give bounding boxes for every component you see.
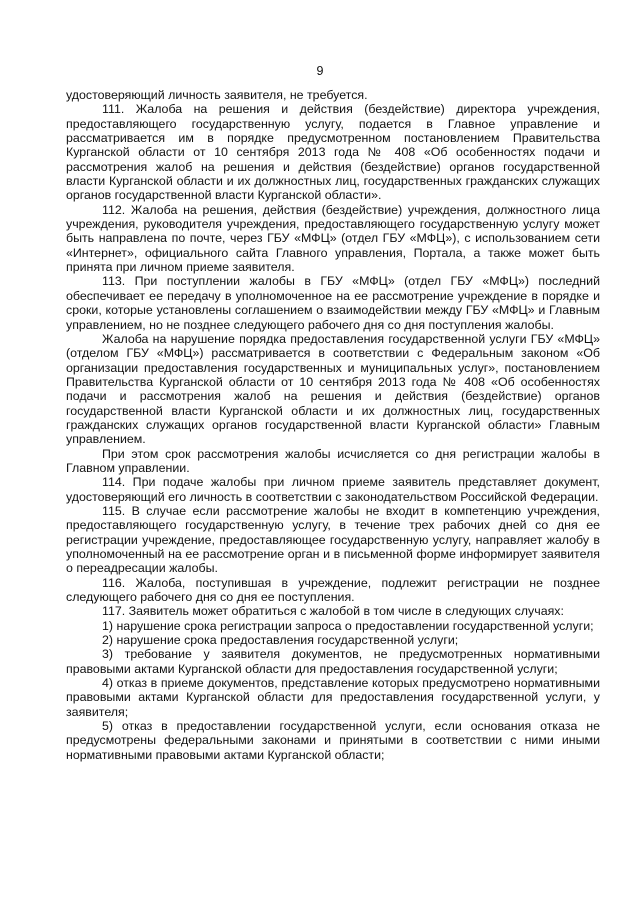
- list-item-2: 2) нарушение срока предоставления государственной услуги;: [102, 633, 459, 648]
- paragraph-113-review-term: При этом срок рассмотрения жалобы исчисляется со дня регистрации жалобы в Главном управлении.: [66, 446, 600, 475]
- paragraph-115: 115. В случае если рассмотрение жалобы не входит в компетенцию учреждения, предоставляющего государственную услугу, в течение трех рабочих дней со дня ее регистрации учреждение, предоставляющее государственную услугу, направляет жалобу в уполномоченный на ее рассмотрение орган и в письменной форме информирует заявителя о переадресации жалобы.: [66, 503, 600, 576]
- list-item-5: 5) отказ в предоставлении государственной услуги, если основания отказа не предусмотрены федеральными законами и принятыми в соответствии с ними иными нормативными правовыми актами Курганской области;: [66, 719, 600, 762]
- paragraph-111: 111. Жалоба на решения и действия (бездействие) директора учреждения, предоставляющего государственную услугу, подается в Главное управление и рассматривается им в порядке предусмотренном постановлением Правительства Курганской области от 10 сентября 2013 года № 408 «Об особенностях подачи и рассмотрения жалоб на решения и действия (бездействие) органов государственной власти Курганской области и их должностных лиц, государственных гражданских служащих органов государственной власти Курганской области».: [66, 102, 600, 203]
- list-item-1: 1) нарушение срока регистрации запроса о предоставлении государственной услуги;: [102, 618, 594, 633]
- paragraph-116: 116. Жалоба, поступившая в учреждение, подлежит регистрации не позднее следующего рабочего дня со дня ее поступления.: [66, 575, 600, 605]
- paragraph-117: 117. Заявитель может обратиться с жалобой в том числе в следующих случаях:: [102, 604, 564, 619]
- paragraph-113: 113. При поступлении жалобы в ГБУ «МФЦ» (отдел ГБУ «МФЦ») последний обеспечивает ее передачу в уполномоченное на ее рассмотрение учреждение в порядке и сроки, которые установлены соглашением о взаимодействии между ГБУ «МФЦ» и Главным управлением, но не позднее следующего рабочего дня со дня поступления жалобы.: [66, 274, 600, 332]
- paragraph-113-mfc-complaint: Жалоба на нарушение порядка предоставления государственной услуги ГБУ «МФЦ» (отделом ГБУ «МФЦ») рассматривается в соответствии с Федеральным законом «Об организации предоставления государственных и муниципальных услуг», постановлением Правительства Курганской области от 10 сентября 2013 года № 408 «Об особенностях подачи и рассмотрения жалоб на решения и действия (бездействие) органов государственной власти Курганской области и их должностных лиц, государственных гражданских служащих органов государственной власти Курганской области» Главным управлением.: [66, 331, 600, 447]
- paragraph-114: 114. При подаче жалобы при личном приеме заявитель представляет документ, удостоверяющий его личность в соответствии с законодательством Российской Федерации.: [66, 475, 600, 504]
- paragraph-continuation: удостоверяющий личность заявителя, не требуется.: [66, 88, 368, 102]
- paragraph-112: 112. Жалоба на решения, действия (бездействие) учреждения, должностного лица учреждения, руководителя учреждения, предоставляющего государственную услугу может быть направлена по почте, через ГБУ «МФЦ» (отдел ГБУ «МФЦ»), с использованием сети «Интернет», официального сайта Главного управления, Портала, а также может быть принята при личном приеме заявителя.: [66, 202, 600, 275]
- list-item-3: 3) требование у заявителя документов, не предусмотренных нормативными правовыми актами Курганской области для предоставления государственной услуги;: [66, 647, 600, 676]
- list-item-4: 4) отказ в приеме документов, представление которых предусмотрено нормативными правовыми актами Курганской области для предоставления государственной услуги, у заявителя;: [66, 676, 600, 719]
- page-number: 9: [316, 64, 324, 78]
- document-body: [66, 88, 600, 762]
